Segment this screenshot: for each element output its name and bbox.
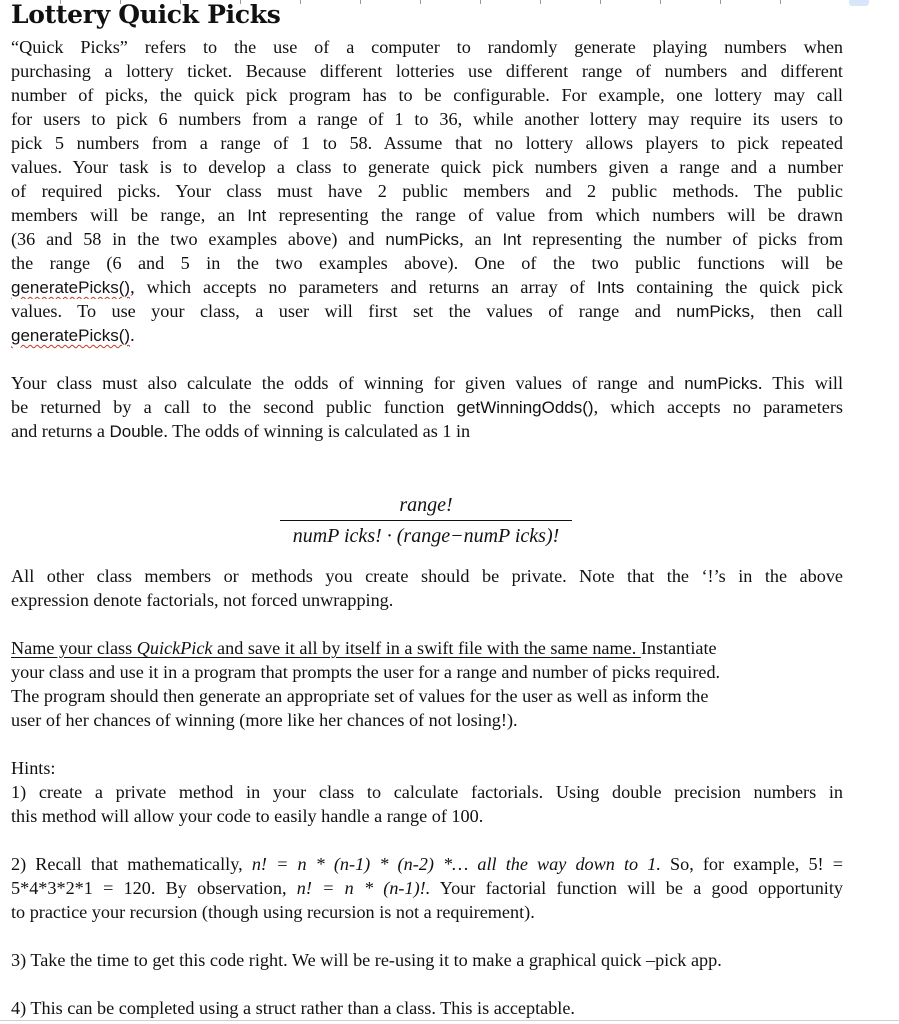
code-term: numPicks <box>385 230 460 249</box>
text-line: your class and use it in a program that prompts the user for a range and number of picks required. <box>11 662 721 682</box>
text-line: values. Your task is to develop a class to generate quick pick numbers given a range and a number <box>11 157 843 177</box>
text-line: values. To use your class, a user will first set the values of range and numPicks, then call <box>11 301 843 321</box>
formula-numerator: range! <box>399 494 453 516</box>
hint-4: 4) This can be completed using a struct rather than a class. This is acceptable. <box>11 998 575 1018</box>
instructions-paragraph <box>11 636 843 732</box>
text-line: expression denote factorials, not forced unwrapping. <box>11 590 394 610</box>
code-term: numPicks <box>676 302 750 321</box>
text-line: purchasing a lottery ticket. Because different lotteries use different range of numbers and different <box>11 61 843 81</box>
code-term-misspelled: generatePicks() <box>11 278 131 297</box>
text-line: generatePicks(), which accepts no parameters and returns an array of Ints containing the quick pick <box>11 277 843 297</box>
text-line: “Quick Picks” refers to the use of a computer to randomly generate playing numbers when <box>11 37 843 57</box>
text-line: 1) create a private method in your class to calculate factorials. Using double precision numbers in <box>11 782 843 802</box>
text-line: All other class members or methods you create should be private. Note that the ‘!’s in the above <box>11 566 843 586</box>
hint-2 <box>11 852 843 924</box>
class-name: QuickPick <box>136 638 213 658</box>
hint-3: 3) Take the time to get this code right. We will be re-using it to make a graphical quick –pick app. <box>11 950 722 970</box>
text-line: pick 5 numbers from a range of 1 to 58. Assume that no lottery allows players to pick repeated <box>11 133 843 153</box>
text-line: number of picks, the quick pick program has to be configurable. For example, one lottery may call <box>11 85 843 105</box>
text-line: generatePicks(). <box>11 325 135 345</box>
text-line: the range (6 and 5 in the two examples above). One of the two public functions will be <box>11 253 843 273</box>
text-line: for users to pick 6 numbers from a range of 1 to 36, while another lottery may require its users to <box>11 109 843 129</box>
intro-paragraph <box>11 35 843 347</box>
code-term: Int <box>247 206 267 225</box>
private-members-paragraph <box>11 564 843 612</box>
page-bottom-border <box>0 1020 899 1021</box>
code-term: getWinningOdds() <box>456 398 594 417</box>
text-line: to practice your recursion (though using recursion is not a requirement). <box>11 902 535 922</box>
text-line: 5*4*3*2*1 = 120. By observation, n! = n * (n-1)!. Your factorial function will be a good opportunity <box>11 878 843 898</box>
text-line: and returns a Double. The odds of winning is calculated as 1 in <box>11 421 471 441</box>
code-term: Int <box>502 230 522 249</box>
text-line: (36 and 58 in the two examples above) and numPicks, an Int representing the number of picks from <box>11 229 843 249</box>
text-line: of required picks. Your class must have 2 public members and 2 public methods. The public <box>11 181 843 201</box>
odds-formula <box>280 492 572 549</box>
code-term: Double <box>109 422 164 441</box>
document-title: Lottery Quick Picks <box>11 0 281 29</box>
formula-denominator: numP icks! · (range−numP icks)! <box>292 525 560 547</box>
odds-paragraph <box>11 371 843 443</box>
text-line: Name your class QuickPick and save it all by itself in a swift file with the same name. Instantiate <box>11 638 717 658</box>
text-line: user of her chances of winning (more like her chances of not losing!). <box>11 710 518 730</box>
text-line: be returned by a call to the second public function getWinningOdds(), which accepts no parameters <box>11 397 843 417</box>
hint-1 <box>11 780 843 828</box>
text-line: this method will allow your code to easily handle a range of 100. <box>11 806 484 826</box>
ruler-margin-handle[interactable] <box>849 0 869 6</box>
text-line: Your class must also calculate the odds of winning for given values of range and numPicks. This will <box>11 373 843 393</box>
text-line: 2) Recall that mathematically, n! = n * (n-1) * (n-2) *… all the way down to 1. So, for example, 5! = <box>11 854 843 874</box>
text-line: The program should then generate an appropriate set of values for the user as well as inform the <box>11 686 709 706</box>
code-term-misspelled: generatePicks() <box>11 326 131 345</box>
text-line: members will be range, an Int representing the range of value from which numbers will be drawn <box>11 205 843 225</box>
code-term: numPicks <box>684 374 758 393</box>
hints-heading: Hints: <box>11 758 56 778</box>
code-term: Ints <box>596 278 625 297</box>
fraction-bar <box>280 520 572 521</box>
